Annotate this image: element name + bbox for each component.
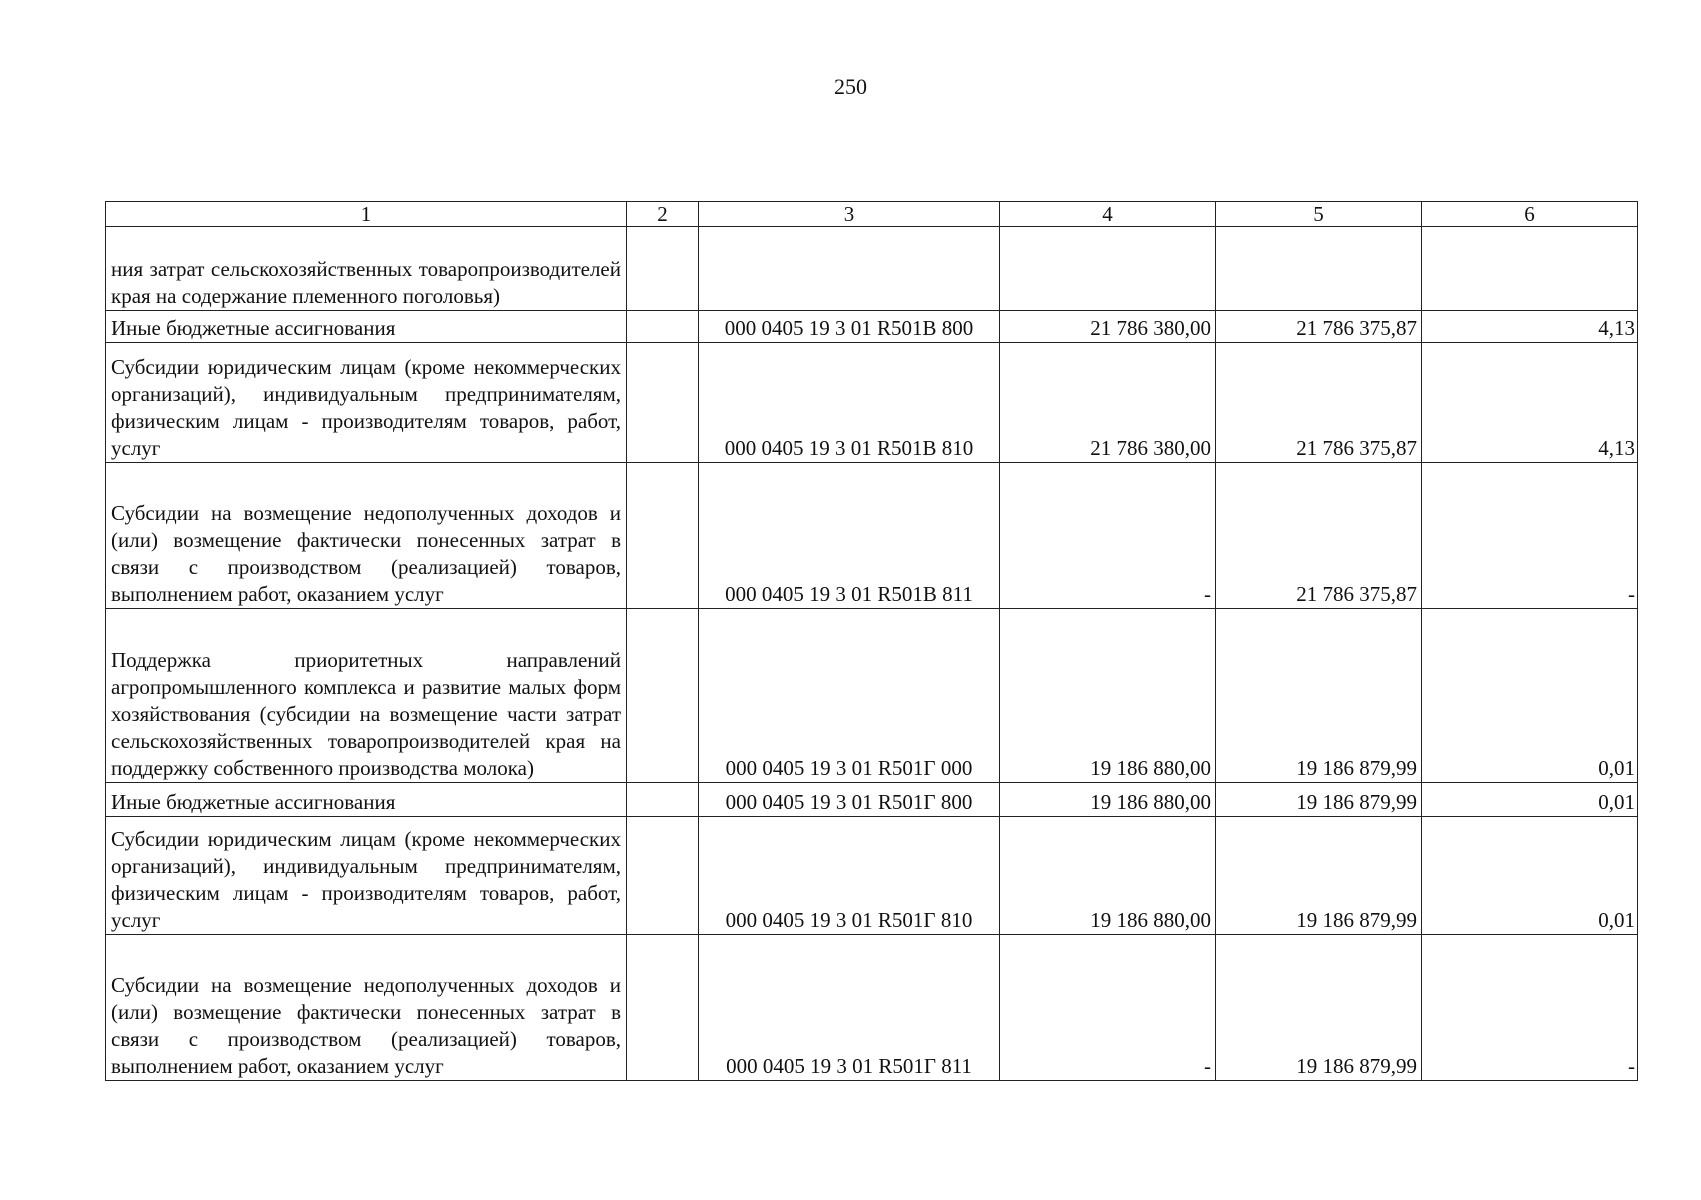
row-difference: -: [1422, 463, 1638, 609]
row-difference: 0,01: [1422, 817, 1638, 935]
row-planned: 19 186 880,00: [1000, 783, 1216, 817]
table-row: [106, 463, 1638, 609]
budget-table: [105, 201, 1638, 1081]
row-executed: 19 186 879,99: [1216, 783, 1422, 817]
row-code: 000 0405 19 3 01 R501В 810: [699, 343, 1000, 463]
table-row: [106, 783, 1638, 817]
row-planned: 19 186 880,00: [1000, 609, 1216, 783]
table-row: [106, 343, 1638, 463]
row-planned: 21 786 380,00: [1000, 311, 1216, 343]
row-executed: [1216, 227, 1422, 311]
row-name: Иные бюджетные ассигнования: [106, 311, 627, 343]
row-executed: 19 186 879,99: [1216, 817, 1422, 935]
row-difference: 0,01: [1422, 609, 1638, 783]
row-executed: 21 786 375,87: [1216, 463, 1422, 609]
row-col2: [627, 817, 699, 935]
table-row: [106, 311, 1638, 343]
row-name: Субсидии юридическим лицам (кроме некоммерческих организаций), индивидуальным предпринимателям, физическим лицам - производителям товаров, работ, услуг: [106, 343, 627, 463]
row-planned: [1000, 227, 1216, 311]
row-executed: 19 186 879,99: [1216, 935, 1422, 1081]
row-name: Иные бюджетные ассигнования: [106, 783, 627, 817]
column-header: 2: [627, 202, 699, 227]
column-header: 5: [1216, 202, 1422, 227]
row-code: [699, 227, 1000, 311]
row-col2: [627, 311, 699, 343]
table-row: [106, 609, 1638, 783]
row-code: 000 0405 19 3 01 R501Г 000: [699, 609, 1000, 783]
row-col2: [627, 343, 699, 463]
row-planned: 19 186 880,00: [1000, 817, 1216, 935]
row-col2: [627, 227, 699, 311]
row-code: 000 0405 19 3 01 R501Г 800: [699, 783, 1000, 817]
row-name: Субсидии юридическим лицам (кроме некоммерческих организаций), индивидуальным предпринимателям, физическим лицам - производителям товаров, работ, услуг: [106, 817, 627, 935]
row-col2: [627, 935, 699, 1081]
table-row: [106, 935, 1638, 1081]
row-code: 000 0405 19 3 01 R501Г 811: [699, 935, 1000, 1081]
row-difference: -: [1422, 935, 1638, 1081]
row-name: Поддержка приоритетных направлений агропромышленного комплекса и развитие малых форм хозяйствования (субсидии на возмещение части затрат сельскохозяйственных товаропроизводителей края на поддержку собственного производства молока): [106, 609, 627, 783]
row-planned: -: [1000, 935, 1216, 1081]
column-header: 1: [106, 202, 627, 227]
row-col2: [627, 609, 699, 783]
table-row: [106, 227, 1638, 311]
row-col2: [627, 783, 699, 817]
column-header: 6: [1422, 202, 1638, 227]
table-row: [106, 817, 1638, 935]
row-code: 000 0405 19 3 01 R501В 800: [699, 311, 1000, 343]
column-header: 4: [1000, 202, 1216, 227]
row-name: ния затрат сельскохозяйственных товаропроизводителей края на содержание племенного поголовья): [106, 227, 627, 311]
table-header-row: [106, 202, 1638, 227]
row-executed: 19 186 879,99: [1216, 609, 1422, 783]
row-code: 000 0405 19 3 01 R501Г 810: [699, 817, 1000, 935]
page-number: 250: [834, 74, 867, 99]
row-name: Субсидии на возмещение недополученных доходов и (или) возмещение фактически понесенных затрат в связи с производством (реализацией) товаров, выполнением работ, оказанием услуг: [106, 463, 627, 609]
column-header: 3: [699, 202, 1000, 227]
row-planned: 21 786 380,00: [1000, 343, 1216, 463]
row-planned: -: [1000, 463, 1216, 609]
row-name: Субсидии на возмещение недополученных доходов и (или) возмещение фактически понесенных затрат в связи с производством (реализацией) товаров, выполнением работ, оказанием услуг: [106, 935, 627, 1081]
row-code: 000 0405 19 3 01 R501В 811: [699, 463, 1000, 609]
row-difference: 4,13: [1422, 311, 1638, 343]
row-executed: 21 786 375,87: [1216, 311, 1422, 343]
row-difference: 4,13: [1422, 343, 1638, 463]
row-difference: 0,01: [1422, 783, 1638, 817]
row-difference: [1422, 227, 1638, 311]
row-col2: [627, 463, 699, 609]
row-executed: 21 786 375,87: [1216, 343, 1422, 463]
